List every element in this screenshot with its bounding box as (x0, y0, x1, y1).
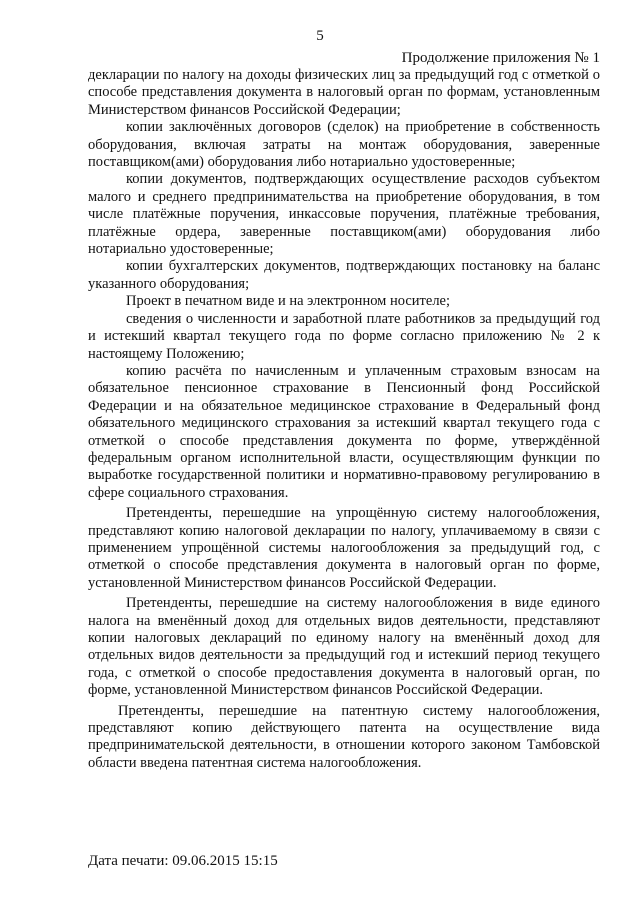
paragraph-project-media: Проект в печатном виде и на электронном носителе; (126, 293, 451, 310)
paragraph-patent-tax: Претенденты, перешедшие на патентную систему налогообложения, представляют копию действующего патента на осуществление вида предпринимательской деятельности, в отношении которого законом Тамбовской области введена патентная система налогообложения. (88, 702, 600, 771)
paragraph-insurance-calculation: копию расчёта по начисленным и уплаченным страховым взносам на обязательное пенсионное страхование в Пенсионный фонд Российской Федерации и на обязательное медицинское страхование в Федеральный фонд обязательного медицинского страхования за истекший квартал текущего года с отметкой о способе представления документа по форме, утверждённой федеральным органом исполнительной власти, осуществляющим функции по выработке государственной политики и нормативно-правовому регулированию в сфере социального страхования. (88, 362, 600, 501)
paragraph-accounting-documents: копии бухгалтерских документов, подтверждающих постановку на баланс указанного оборудования; (88, 258, 600, 292)
print-date: Дата печати: 09.06.2015 15:15 (88, 853, 278, 869)
paragraph-simplified-tax: Претенденты, перешедшие на упрощённую систему налогообложения, представляют копию налоговой декларации по налогу, уплачиваемому в связи с применением упрощённой системы налогообложения за предыдущий год, с отметкой о способе представления документа в налоговый орган по форме, установленной Министерством финансов Российской Федерации. (88, 505, 600, 591)
page-number: 5 (316, 28, 324, 44)
document-body (88, 67, 600, 772)
paragraph-tax-declaration: декларации по налогу на доходы физических лиц за предыдущий год с отметкой о способе представления документа в налоговый орган по формам, установленным Министерством финансов Российской Федерации; (88, 67, 600, 118)
paragraph-imputed-tax: Претенденты, перешедшие на систему налогообложения в виде единого налога на вменённый доход для отдельных видов деятельности, представляют копии налоговых деклараций по единому налогу на вменённый доход для отдельных видов деятельности за предыдущий год и истекший период текущего года, с отметкой о способе предоставления документа в налоговый орган, по форме, установленной Министерством финансов Российской Федерации. (88, 595, 600, 699)
paragraph-employee-info: сведения о численности и заработной плате работников за предыдущий год и истекший квартал текущего года по форме согласно приложению № 2 к настоящему Положению; (88, 310, 600, 362)
paragraph-expense-documents: копии документов, подтверждающих осуществление расходов субъектом малого и среднего предпринимательства на приобретение оборудования, в том числе платёжные поручения, инкассовые поручения, платёжные требования, платёжные ордера, заверенные поставщиком(ами) оборудования либо нотариально удостоверенные; (88, 171, 600, 258)
appendix-continuation-label: Продолжение приложения № 1 (401, 50, 600, 66)
paragraph-contract-copies: копии заключённых договоров (сделок) на приобретение в собственность оборудования, включая затраты на монтаж оборудования, заверенные поставщиком(ами) оборудования либо нотариально удостоверенные; (88, 119, 600, 171)
